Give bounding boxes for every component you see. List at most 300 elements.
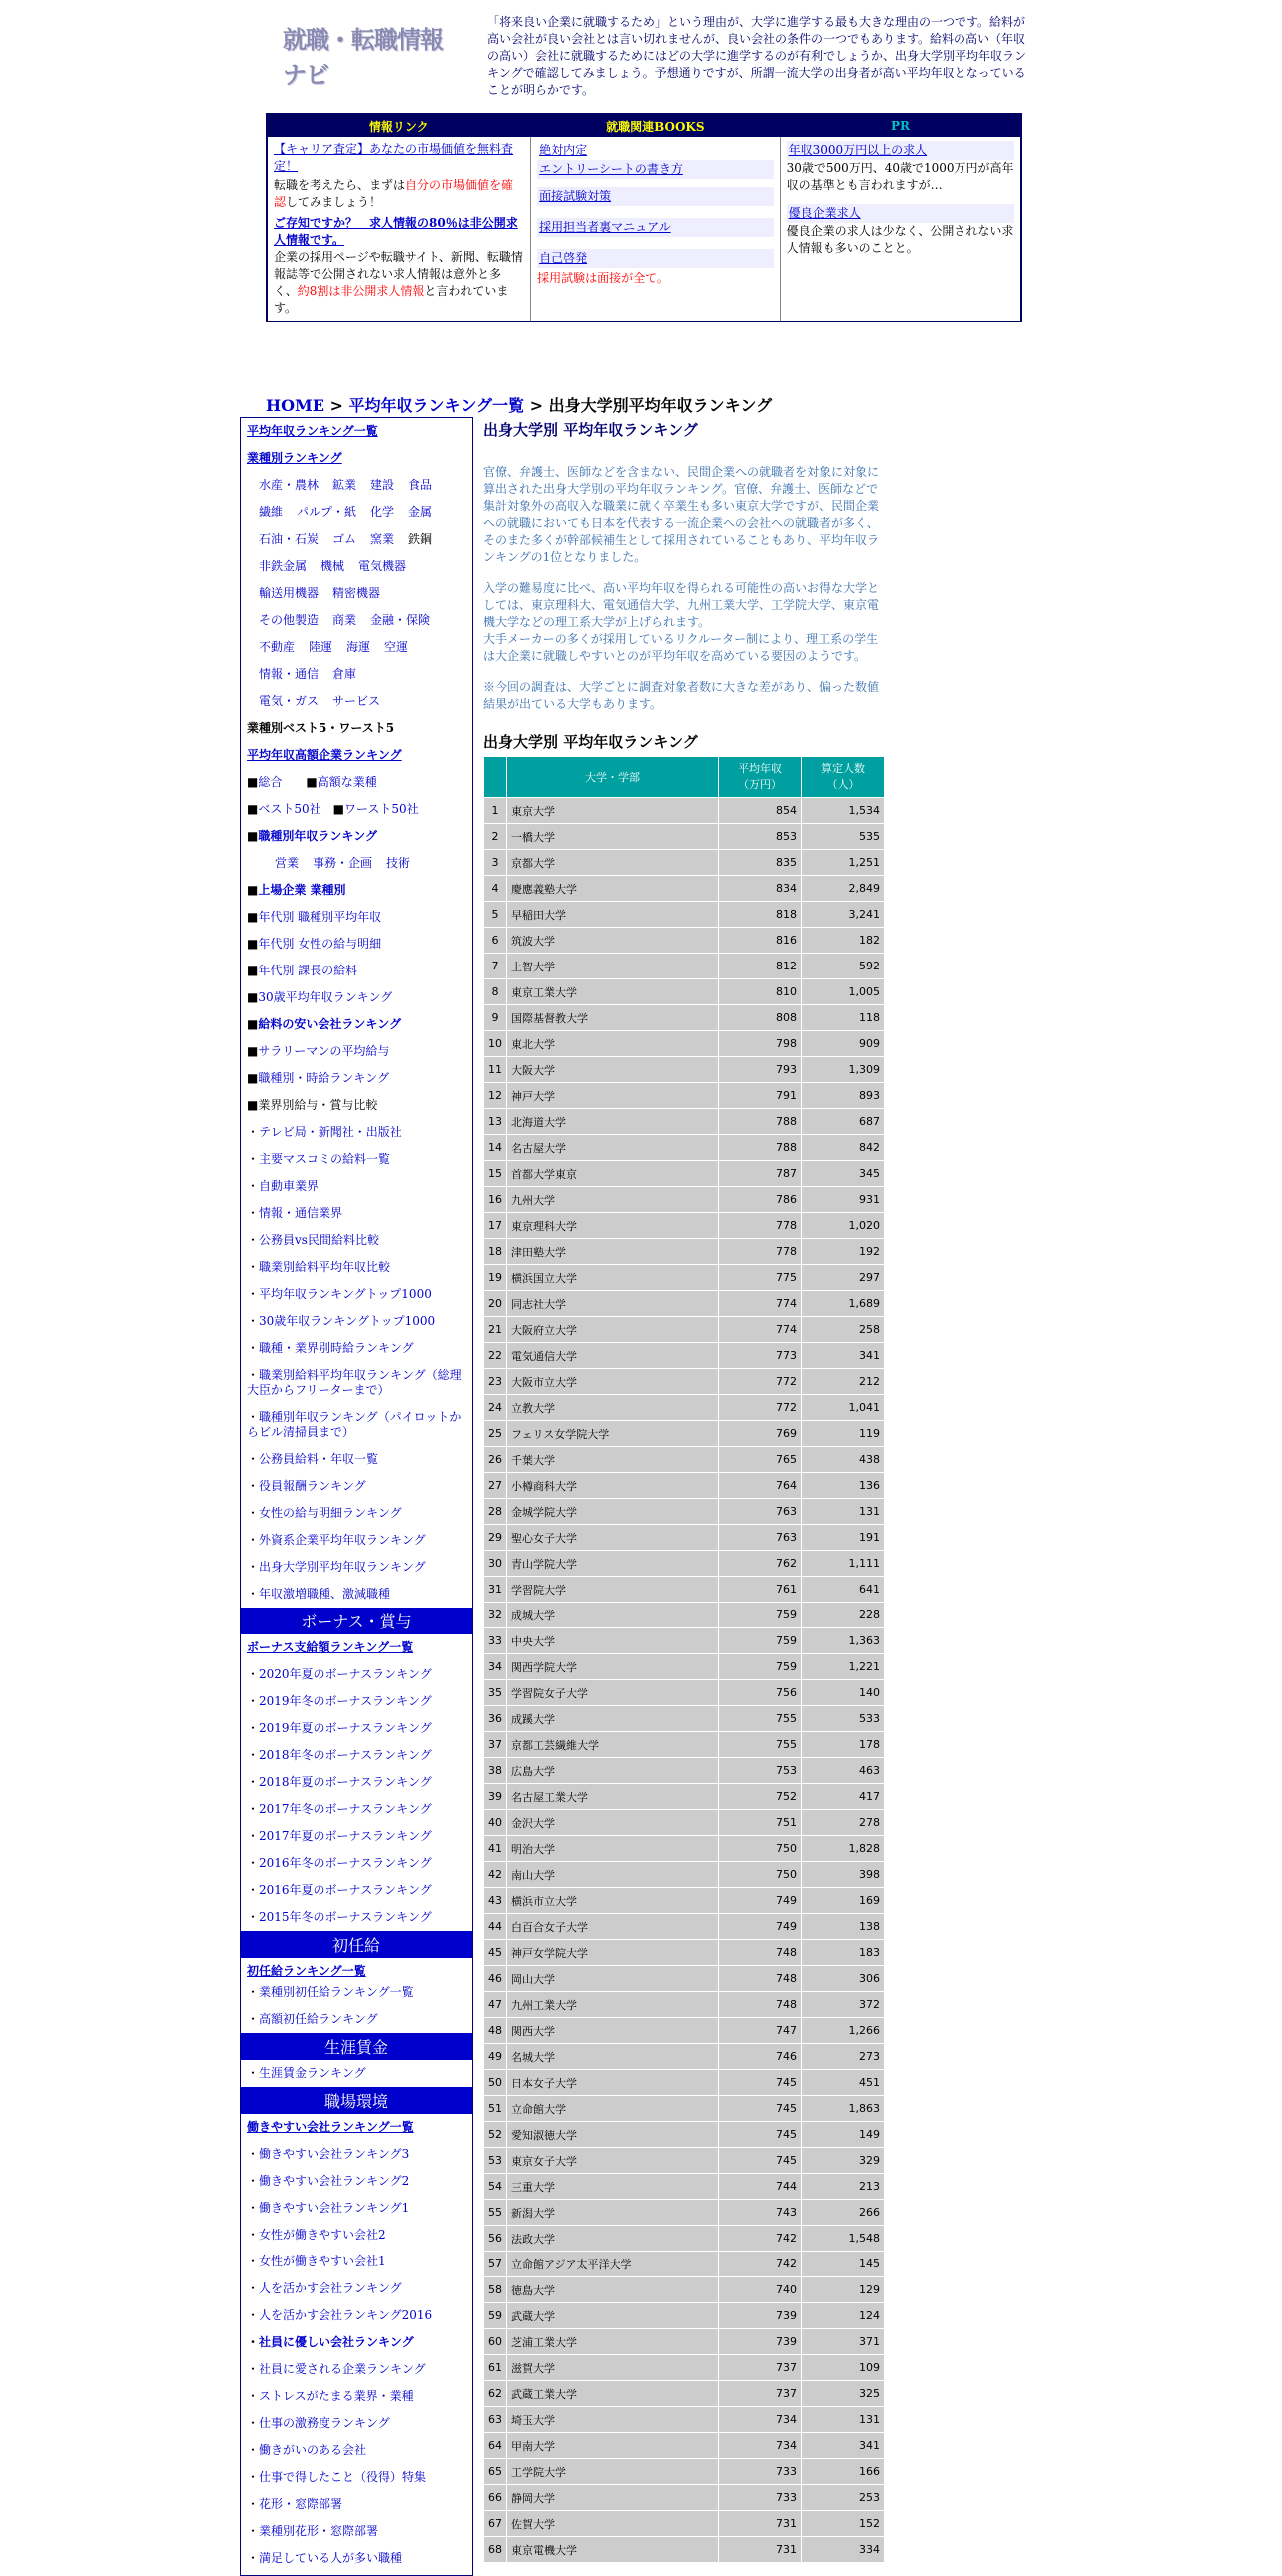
col-header-rank (484, 757, 506, 797)
sidebar-link[interactable]: 高額初任給ランキング (259, 2012, 378, 2026)
salary-cell: 812 (719, 954, 801, 978)
industry-link[interactable]: 鉱業 (332, 478, 357, 492)
sidebar-link[interactable]: 高額な業種 (317, 775, 377, 789)
rank-cell: 45 (484, 1940, 506, 1965)
industry-link[interactable]: 陸運 (309, 640, 333, 654)
sidebar-list-item: ・2019年冬のボーナスランキング (247, 1694, 432, 1708)
industry-link[interactable]: 電気・ガス (259, 694, 320, 708)
university-cell: 白百合女子大学 (507, 1914, 718, 1939)
count-cell: 140 (802, 1680, 884, 1705)
industry-row (241, 526, 472, 553)
sidebar-link[interactable]: 2018年夏のボーナスランキング (259, 1775, 432, 1789)
breadcrumb-current: 出身大学別平均年収ランキング (548, 396, 773, 415)
book-5[interactable]: 自己啓発 (537, 249, 773, 268)
salary-cell: 748 (719, 1992, 801, 2017)
salary-cell: 749 (719, 1914, 801, 1939)
table-row (484, 1369, 884, 1394)
sidebar-link[interactable]: 30歳平均年収ランキング (258, 990, 393, 1004)
industry-link[interactable]: 倉庫 (332, 667, 357, 681)
rank-cell: 67 (484, 2511, 506, 2536)
industry-link[interactable]: 食品 (408, 478, 433, 492)
industry-link[interactable]: 石油・石炭 (259, 532, 320, 546)
industry-link[interactable]: 海運 (346, 640, 371, 654)
salary-cell: 835 (719, 850, 801, 875)
industry-row (241, 553, 472, 580)
rank-cell: 29 (484, 1525, 506, 1550)
university-cell: 静岡大学 (507, 2485, 718, 2510)
info-links-title: 情報リンク (267, 114, 531, 137)
sidebar-list-item: ・人を活かす会社ランキング2016 (247, 2308, 433, 2322)
sidebar-list-item: ・30歳年収ランキングトップ1000 (247, 1314, 436, 1328)
hidden-text-a: 企業の採用ページや転職サイト、新聞、転職情報誌等で公開されない求人情報は意外と多く、 (274, 250, 523, 298)
sidebar-list-item: ・働きやすい会社ランキング1 (247, 2201, 410, 2215)
sidebar-link[interactable]: 職種別年収ランキング（パイロットからビル清掃員まで） (247, 1410, 462, 1439)
sidebar-link[interactable]: 平均年収ランキングトップ1000 (259, 1287, 432, 1301)
salary-cell: 810 (719, 979, 801, 1004)
sidebar-link[interactable]: 年代別 職種別平均年収 (258, 910, 382, 924)
sidebar-link[interactable]: 業種別初任給ランキング一覧 (259, 1985, 414, 1999)
sidebar-link[interactable]: 社員に優しい会社ランキング (259, 2335, 414, 2349)
count-cell: 118 (802, 1005, 884, 1030)
sidebar-link[interactable]: 女性の給与明細ランキング (259, 1506, 402, 1520)
salary-cell: 749 (719, 1888, 801, 1913)
sidebar-list-item: ・2018年冬のボーナスランキング (247, 1748, 432, 1762)
sidebar-link[interactable]: 花形・窓際部署 (259, 2497, 343, 2511)
starting-salary-header: 初任給 (241, 1931, 472, 1958)
rank-cell: 27 (484, 1473, 506, 1498)
industry-link[interactable]: 窯業 (370, 532, 395, 546)
table-row (484, 2303, 884, 2328)
table-row (484, 1473, 884, 1498)
salary-cell: 793 (719, 1057, 801, 1082)
table-row (484, 1551, 884, 1576)
rank-cell: 11 (484, 1057, 506, 1082)
pr-title: PR (780, 114, 1021, 137)
rank-cell: 36 (484, 1706, 506, 1731)
salary-cell: 751 (719, 1810, 801, 1835)
sidebar-link[interactable]: 満足している人が多い職種 (259, 2551, 403, 2565)
count-cell: 213 (802, 2174, 884, 2199)
book-2[interactable]: エントリーシートの書き方 (537, 160, 773, 179)
count-cell: 1,020 (802, 1213, 884, 1238)
count-cell: 398 (802, 1862, 884, 1887)
sidebar-link[interactable]: 生涯賃金ランキング (259, 2066, 366, 2080)
salary-cell: 742 (719, 2226, 801, 2251)
sidebar-list-item: ・情報・通信業界 (247, 1206, 343, 1220)
sidebar-list-item: ・2015年冬のボーナスランキング (247, 1910, 432, 1924)
industry-row (241, 688, 472, 715)
table-row (484, 2433, 884, 2458)
sidebar-link[interactable]: 職種別・時給ランキング (258, 1071, 389, 1085)
university-cell: 甲南大学 (507, 2433, 718, 2458)
count-cell: 842 (802, 1135, 884, 1160)
rank-cell: 54 (484, 2174, 506, 2199)
salary-cell: 731 (719, 2511, 801, 2536)
university-cell: 青山学院大学 (507, 1551, 718, 1576)
rank-cell: 30 (484, 1551, 506, 1576)
sidebar-list-item: ・業種別花形・窓際部署 (247, 2524, 379, 2538)
table-row (484, 1395, 884, 1420)
university-cell: 佐賀大学 (507, 2511, 718, 2536)
sidebar-link[interactable]: 2016年夏のボーナスランキング (259, 1883, 432, 1897)
sidebar-link[interactable]: 自動車業界 (259, 1179, 320, 1193)
sidebar-link[interactable]: 職種別年収ランキング (258, 829, 377, 843)
university-cell: 工学院大学 (507, 2459, 718, 2484)
sidebar-link[interactable]: ワースト50社 (343, 802, 419, 816)
rank-cell: 21 (484, 1317, 506, 1342)
rank-cell: 50 (484, 2070, 506, 2095)
sidebar-list-item: ■年代別 職種別平均年収 (247, 910, 382, 924)
hidden-jobs-link[interactable]: ご存知ですか？ 求人情報の80％は非公開求人情報です。 (274, 216, 518, 247)
industry-row (241, 499, 472, 526)
books-cell (531, 137, 780, 322)
industry-link[interactable]: 非鉄金属 (259, 559, 308, 573)
sidebar-link[interactable]: 出身大学別平均年収ランキング (259, 1560, 426, 1574)
sidebar-link[interactable]: 技術 (386, 856, 411, 870)
salary-cell: 745 (719, 2122, 801, 2147)
sidebar-link[interactable]: 仕事で得したこと（役得）特集 (259, 2470, 427, 2484)
industry-link[interactable]: 金融・保険 (370, 613, 431, 627)
table-row (484, 1628, 884, 1653)
sidebar-link[interactable]: 年収激増職種、激減職種 (259, 1587, 391, 1601)
table-row (484, 1317, 884, 1342)
university-cell: 電気通信大学 (507, 1343, 718, 1368)
sidebar-link[interactable]: サラリーマンの平均給与 (258, 1044, 390, 1058)
industry-link[interactable]: 輸送用機器 (259, 586, 320, 600)
table-row (484, 2070, 884, 2095)
industry-link[interactable]: 化学 (370, 505, 395, 519)
table-row (484, 954, 884, 978)
sidebar-link[interactable]: 社員に愛される企業ランキング (259, 2362, 426, 2376)
description-2a: 入学の難易度に比べ、高い平均年収を得られる可能性の高いお得な大学としては、東京理科大、電気通信大学、九州工業大学、工学院大学、東京電機大学などの理工系大学が上げられます。 (483, 581, 880, 629)
table-row (484, 1031, 884, 1056)
industry-link[interactable]: 精密機器 (332, 586, 381, 600)
sidebar-link[interactable]: 職種・業界別時給ランキング (259, 1341, 414, 1355)
salary-cell: 745 (719, 2148, 801, 2173)
sidebar-link[interactable]: 業種別花形・窓際部署 (259, 2524, 379, 2538)
sidebar-link[interactable]: テレビ局・新聞社・出版社 (259, 1125, 402, 1139)
sidebar-row: ・社員に優しい会社ランキング (247, 2335, 414, 2349)
salary-cell: 778 (719, 1213, 801, 1238)
sidebar-list-item: ・職業別給料平均年収比較 (247, 1260, 391, 1274)
table-row (484, 798, 884, 823)
university-cell: 埼玉大学 (507, 2407, 718, 2432)
sidebar-row: ■業界別給与・賞与比較 (247, 1098, 378, 1112)
sidebar-link[interactable]: 公務員給料・年収一覧 (259, 1452, 379, 1466)
sidebar-link[interactable]: 公務員vs民間給料比較 (259, 1233, 379, 1247)
sidebar-link[interactable]: 役員報酬ランキング (259, 1479, 366, 1493)
university-cell: 筑波大学 (507, 928, 718, 953)
sidebar-link[interactable]: 働きやすい会社ランキング2 (259, 2174, 410, 2188)
count-cell: 1,266 (802, 2018, 884, 2043)
salary-cell: 778 (719, 1239, 801, 1264)
sidebar-list-item: ・職業別給料平均年収ランキング（総理大臣からフリーターまで） (247, 1368, 462, 1397)
sidebar-link[interactable]: 2016年冬のボーナスランキング (259, 1856, 432, 1870)
site-logo[interactable]: 就職・転職情報ナビ (283, 26, 443, 89)
rank-cell: 55 (484, 2200, 506, 2225)
university-cell: 立命館大学 (507, 2096, 718, 2121)
sidebar-list-item: ・職種別年収ランキング（パイロットからビル清掃員まで） (247, 1410, 462, 1439)
salary-cell: 745 (719, 2070, 801, 2095)
table-row (484, 1888, 884, 1913)
count-cell: 119 (802, 1421, 884, 1446)
sidebar-link[interactable]: 女性が働きやすい会社1 (259, 2254, 386, 2268)
industry-link[interactable]: 建設 (370, 478, 395, 492)
rank-cell: 52 (484, 2122, 506, 2147)
count-cell: 641 (802, 1577, 884, 1602)
sidebar-list-item: ・2016年冬のボーナスランキング (247, 1856, 432, 1870)
table-row (484, 1732, 884, 1757)
sidebar-link[interactable]: 給料の安い会社ランキング (258, 1017, 401, 1031)
table-row (484, 1213, 884, 1238)
table-row (484, 1421, 884, 1446)
count-cell: 131 (802, 1499, 884, 1524)
university-cell: 早稲田大学 (507, 902, 718, 927)
starting-salary-list[interactable]: 初任給ランキング一覧 (247, 1964, 366, 1978)
sidebar-list-item: ■職種別・時給ランキング (247, 1071, 389, 1085)
university-cell: 国際基督教大学 (507, 1005, 718, 1030)
table-row (484, 824, 884, 849)
sidebar-link[interactable]: 営業 (275, 856, 300, 870)
salary-cell: 759 (719, 1603, 801, 1627)
industry-link[interactable]: パルプ・紙 (297, 505, 357, 519)
sidebar-list-item: ・平均年収ランキングトップ1000 (247, 1287, 432, 1301)
sidebar-ranking-list[interactable]: 平均年収ランキング一覧 (247, 424, 378, 438)
sidebar-list-item: ・業種別初任給ランキング一覧 (247, 1985, 414, 1999)
table-row (484, 1706, 884, 1731)
table-row (484, 2355, 884, 2380)
table-row (484, 2018, 884, 2043)
rank-cell: 17 (484, 1213, 506, 1238)
sidebar-link[interactable]: 人を活かす会社ランキング2016 (259, 2308, 433, 2322)
count-cell: 1,111 (802, 1551, 884, 1576)
industry-link[interactable]: 水産・農林 (259, 478, 320, 492)
salary-cell: 834 (719, 876, 801, 901)
university-cell: 大阪市立大学 (507, 1369, 718, 1394)
salary-cell: 740 (719, 2277, 801, 2302)
work-environment-list[interactable]: 働きやすい会社ランキング一覧 (247, 2120, 414, 2134)
sidebar-link[interactable]: 外資系企業平均年収ランキング (259, 1533, 426, 1547)
main-content (483, 419, 883, 2563)
industry-link[interactable]: その他製造 (259, 613, 320, 627)
salary-cell: 739 (719, 2303, 801, 2328)
table-row (484, 2537, 884, 2562)
sidebar-list-item: ・働きやすい会社ランキング2 (247, 2174, 410, 2188)
university-cell: 成城大学 (507, 1603, 718, 1627)
sidebar-row: ■ベスト50社 ■ワースト50社 (247, 802, 419, 816)
book-1[interactable]: 絶対内定 (537, 141, 773, 160)
table-row (484, 1758, 884, 1783)
breadcrumb-ranking-list[interactable]: 平均年収ランキング一覧 (348, 396, 525, 415)
table-row (484, 1680, 884, 1705)
sidebar-link[interactable]: 年代別 女性の給与明細 (258, 937, 382, 951)
salary-cell: 743 (719, 2200, 801, 2225)
salary-cell: 734 (719, 2407, 801, 2432)
salary-cell: 818 (719, 902, 801, 927)
table-row (484, 1862, 884, 1887)
industry-link[interactable]: ゴム (332, 532, 357, 546)
sidebar-link[interactable]: 職業別給料平均年収比較 (259, 1260, 391, 1274)
sidebar-link[interactable]: 働きやすい会社ランキング1 (259, 2201, 410, 2215)
table-row (484, 1810, 884, 1835)
sidebar-link[interactable]: ストレスがたまる業界・業種 (259, 2389, 414, 2403)
rank-cell: 1 (484, 798, 506, 823)
industry-link[interactable]: 金属 (408, 505, 433, 519)
university-cell: 東京電機大学 (507, 2537, 718, 2562)
sidebar-link[interactable]: 2018年冬のボーナスランキング (259, 1748, 432, 1762)
sidebar-link[interactable]: 30歳年収ランキングトップ1000 (259, 1314, 436, 1328)
rank-cell: 58 (484, 2277, 506, 2302)
university-cell: フェリス女学院大学 (507, 1421, 718, 1446)
university-cell: 芝浦工業大学 (507, 2329, 718, 2354)
sidebar-link[interactable]: 2017年冬のボーナスランキング (259, 1802, 432, 1816)
sidebar-row: ■総合 ■高額な業種 (247, 775, 377, 789)
count-cell: 1,689 (802, 1291, 884, 1316)
sidebar-link[interactable]: 2020年夏のボーナスランキング (259, 1667, 432, 1681)
rank-cell: 39 (484, 1784, 506, 1809)
career-link[interactable]: 【キャリア査定】あなたの市場価値を無料査定！ (274, 142, 514, 173)
rank-cell: 12 (484, 1083, 506, 1108)
rank-cell: 7 (484, 954, 506, 978)
sidebar-link[interactable]: 情報・通信業界 (259, 1206, 343, 1220)
industry-link[interactable]: 情報・通信 (259, 667, 320, 681)
university-cell: 横浜市立大学 (507, 1888, 718, 1913)
sidebar-link[interactable]: 2019年冬のボーナスランキング (259, 1694, 432, 1708)
sidebar-list-item: ・役員報酬ランキング (247, 1479, 366, 1493)
table-row (484, 850, 884, 875)
university-cell: 大阪府立大学 (507, 1317, 718, 1342)
table-row (484, 1109, 884, 1134)
sidebar-list-item: ・2016年夏のボーナスランキング (247, 1883, 432, 1897)
university-cell: 学習院女子大学 (507, 1680, 718, 1705)
table-row (484, 2174, 884, 2199)
university-cell: 名古屋大学 (507, 1135, 718, 1160)
university-cell: 京都工芸繊維大学 (507, 1732, 718, 1757)
university-cell: 名古屋工業大学 (507, 1784, 718, 1809)
rank-cell: 43 (484, 1888, 506, 1913)
count-cell: 334 (802, 2537, 884, 2562)
industry-link[interactable]: 機械 (320, 559, 345, 573)
count-cell: 258 (802, 1317, 884, 1342)
sidebar-link[interactable]: 年代別 課長の給料 (258, 964, 358, 977)
sidebar-link[interactable]: ベスト50社 (258, 802, 321, 816)
industry-link[interactable]: サービス (332, 694, 381, 708)
table-row (484, 1966, 884, 1991)
salary-cell: 731 (719, 2537, 801, 2562)
university-cell: 同志社大学 (507, 1291, 718, 1316)
info-links-cell (267, 137, 531, 322)
sidebar-link[interactable]: 事務・企画 (313, 856, 373, 870)
university-cell: 関西学院大学 (507, 1654, 718, 1679)
sidebar-link[interactable]: 職業別給料平均年収ランキング（総理大臣からフリーターまで） (247, 1368, 462, 1397)
salary-cell: 788 (719, 1109, 801, 1134)
sidebar-link[interactable]: 総合 (258, 775, 283, 789)
sidebar-list-item: ■年代別 女性の給与明細 (247, 937, 382, 951)
col-header-university: 大学・学部 (507, 757, 718, 797)
count-cell: 1,251 (802, 850, 884, 875)
sidebar-link[interactable]: 人を活かす会社ランキング (259, 2281, 402, 2295)
university-cell: 成蹊大学 (507, 1706, 718, 1731)
sidebar-link[interactable]: 主要マスコミの給料一覧 (259, 1152, 391, 1166)
sidebar-link[interactable]: 働きやすい会社ランキング3 (259, 2147, 410, 2161)
count-cell: 372 (802, 1992, 884, 2017)
industry-link[interactable]: 商業 (332, 613, 357, 627)
industry-link[interactable]: 空運 (384, 640, 409, 654)
pr-link-1[interactable]: 年収3000万円以上の求人 (787, 141, 1014, 160)
sidebar-industry-ranking[interactable]: 業種別ランキング (247, 451, 342, 465)
university-cell: 津田塾大学 (507, 1239, 718, 1264)
sidebar-list-item: ・出身大学別平均年収ランキング (247, 1560, 426, 1574)
table-row (484, 1083, 884, 1108)
rank-cell: 18 (484, 1239, 506, 1264)
salary-cell: 763 (719, 1525, 801, 1550)
university-cell: 岡山大学 (507, 1966, 718, 1991)
table-row (484, 2200, 884, 2225)
salary-cell: 742 (719, 2252, 801, 2276)
salary-cell: 739 (719, 2329, 801, 2354)
sidebar-link[interactable]: 2017年夏のボーナスランキング (259, 1829, 432, 1843)
count-cell: 893 (802, 1083, 884, 1108)
rank-cell: 9 (484, 1005, 506, 1030)
sidebar-list-item: ・社員に愛される企業ランキング (247, 2362, 426, 2376)
sidebar-list-item: ・仕事の激務度ランキング (247, 2416, 390, 2430)
sidebar-link[interactable]: 2019年夏のボーナスランキング (259, 1721, 432, 1735)
rank-cell: 23 (484, 1369, 506, 1394)
count-cell: 166 (802, 2459, 884, 2484)
sidebar-link[interactable]: 女性が働きやすい会社2 (259, 2228, 386, 2242)
bonus-ranking-list[interactable]: ボーナス支給額ランキング一覧 (247, 1640, 414, 1654)
pr-link-2[interactable]: 優良企業求人 (787, 204, 1014, 223)
salary-cell: 759 (719, 1654, 801, 1679)
university-cell: 広島大学 (507, 1758, 718, 1783)
count-cell: 417 (802, 1784, 884, 1809)
sidebar-link[interactable]: 上場企業 業種別 (258, 883, 346, 897)
sidebar-link[interactable]: 働きがいのある会社 (259, 2443, 367, 2457)
hidden-text-b: 約8割は非公開求人情報 (297, 284, 425, 298)
university-cell: 三重大学 (507, 2174, 718, 2199)
books-note: 採用試験は面接が全て。 (537, 271, 669, 285)
count-cell: 169 (802, 1888, 884, 1913)
salary-cell: 787 (719, 1161, 801, 1186)
industry-row (241, 634, 472, 661)
books-title: 就職関連BOOKS (531, 114, 780, 137)
pr-cell (780, 137, 1021, 322)
book-4[interactable]: 採用担当者裏マニュアル (537, 218, 773, 237)
salary-cell: 752 (719, 1784, 801, 1809)
sidebar-list-item: ・自動車業界 (247, 1179, 320, 1193)
industry-link[interactable]: 繊維 (259, 505, 284, 519)
sidebar-list-item: ・働きやすい会社ランキング3 (247, 2147, 410, 2161)
count-cell: 592 (802, 954, 884, 978)
book-3[interactable]: 面接試験対策 (537, 187, 773, 206)
breadcrumb-home[interactable]: HOME (266, 396, 324, 415)
salary-cell: 791 (719, 1083, 801, 1108)
university-cell: 上智大学 (507, 954, 718, 978)
sidebar-link[interactable]: 仕事の激務度ランキング (259, 2416, 390, 2430)
count-cell: 345 (802, 1161, 884, 1186)
table-row (484, 1836, 884, 1861)
sidebar-high-salary[interactable]: 平均年収高額企業ランキング (247, 748, 402, 762)
industry-link[interactable]: 電気機器 (358, 559, 407, 573)
description-1: 官僚、弁護士、医師などを含まない、民間企業への就職者を対象に対象に算出された出身大学別の平均年収ランキング。官僚、弁護士、医師などで集計対象外の高収入な職業に就く卒業生も多い東京大学ですが、民間企業への就職においても日本を代表する一流企業への会社への就職者が多く、そのまた多くが幹部候補生として採用されていることもあり、平均年収ランキングの1位となりました。 (483, 465, 880, 564)
count-cell: 909 (802, 1031, 884, 1056)
industry-link[interactable]: 不動産 (259, 640, 296, 654)
col-header-salary: 平均年収 （万円） (719, 757, 801, 797)
table-row (484, 2407, 884, 2432)
rank-cell: 31 (484, 1577, 506, 1602)
ranking-table (483, 756, 885, 2563)
sidebar-link[interactable]: 2015年冬のボーナスランキング (259, 1910, 432, 1924)
